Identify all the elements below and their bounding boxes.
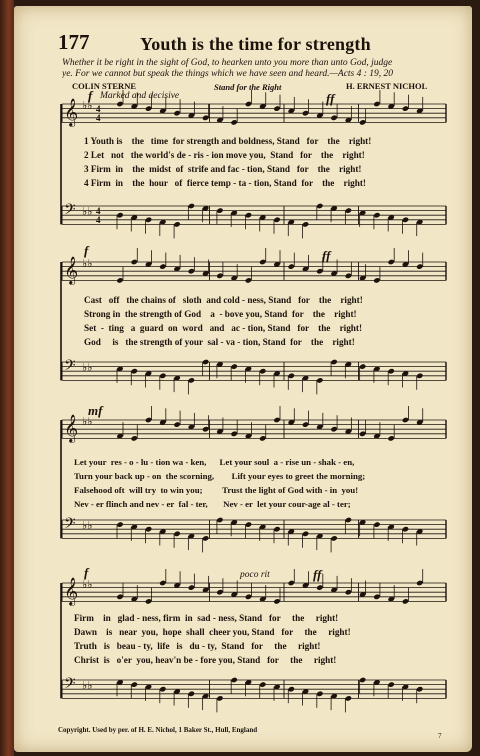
bass-clef: 𝄢 [64,515,76,536]
notehead [173,110,180,116]
notehead [145,417,152,423]
notehead [230,119,237,125]
notehead [359,119,366,125]
key-flat: ♭♭ [82,578,93,591]
notehead [345,589,352,595]
time-signature: 4 [96,206,101,216]
notehead [116,594,123,600]
notehead [402,526,409,532]
notehead [288,263,295,269]
notehead [159,373,166,379]
notehead [345,207,352,213]
notehead [202,115,209,121]
bass-clef: 𝄢 [64,201,76,222]
treble-clef: 𝄞 [64,256,79,284]
notehead [373,277,380,283]
notehead [159,686,166,692]
notehead [259,681,266,687]
notehead [145,598,152,604]
notehead [416,263,423,269]
time-signature: 4 [96,215,101,225]
key-flat: ♭♭ [82,205,93,218]
treble-clef: 𝄞 [64,414,79,442]
notehead [116,101,123,107]
notehead [273,217,280,223]
bass-clef: 𝄢 [64,357,76,378]
lyric-line: Set - ting a guard on word and ac - tion, Stand for the right! [84,323,363,333]
notehead [145,105,152,111]
notehead [402,105,409,111]
notehead [259,259,266,265]
notehead [330,426,337,432]
poco-rit-marking: poco rit [240,570,270,580]
notehead [116,212,123,218]
key-flat: ♭♭ [82,415,93,428]
key-flat: ♭♭ [82,99,93,112]
notehead [131,681,138,687]
notehead [245,277,252,283]
notehead [373,212,380,218]
bass-clef: 𝄢 [64,675,76,696]
lyric-line: 3 Firm in the midst of strife and fac - tion, Stand for the right! [84,164,362,174]
notehead [131,259,138,265]
notehead [402,417,409,423]
treble-clef: 𝄞 [64,98,79,126]
key-flat: ♭♭ [82,679,93,692]
notehead [273,598,280,604]
notehead [173,421,180,427]
key-flat: ♭♭ [82,361,93,374]
notehead [188,268,195,274]
notehead [259,368,266,374]
notehead [216,273,223,279]
lyric-line: Let your res - o - lu - tion wa - ken, Let your soul a - rise un - shak - en, [74,457,355,467]
notehead [316,691,323,697]
notehead [288,686,295,692]
notehead [216,517,223,523]
tune-name: Stand for the Right [214,82,282,92]
notehead [230,363,237,369]
dynamic-fortissimo: ff [322,248,331,263]
notehead [245,212,252,218]
notehead [245,101,252,107]
notehead [245,521,252,527]
notehead [359,431,366,437]
lyric-line: 2 Let not the world's de - ris - ion move you, Stand for the right! [84,150,365,160]
lyric-line: 1 Youth is the time for strength and boldness, Stand for the right! [84,136,372,146]
notehead [188,377,195,383]
notehead [273,417,280,423]
notehead [345,517,352,523]
notehead [230,431,237,437]
notehead [330,115,337,121]
notehead [373,521,380,527]
notehead [202,359,209,365]
notehead [173,531,180,537]
notehead [259,435,266,441]
notehead [216,207,223,213]
notehead [402,598,409,604]
notehead [288,580,295,586]
notehead [416,686,423,692]
notehead [173,221,180,227]
notehead [188,691,195,697]
notehead [288,373,295,379]
notehead [316,584,323,590]
lyric-line: Falsehood oft will try to win you; Trust the light of God with - in you! [74,485,359,495]
time-signature: 4 [96,113,101,123]
notehead [387,435,394,441]
notehead [387,368,394,374]
notehead [188,584,195,590]
treble-clef: 𝄞 [64,577,79,605]
notehead [359,677,366,683]
notehead [316,203,323,209]
notehead [416,580,423,586]
page-number: 7 [438,732,442,740]
author-credit: COLIN STERNE [72,81,137,91]
lyric-line: Strong in the strength of God a - bove you, Stand for the right! [84,309,357,319]
key-flat: ♭♭ [82,519,93,532]
notehead [302,531,309,537]
notehead [230,677,237,683]
copyright-notice: Copyright. Used by per. of H. E. Nichol, 1 Baker St., Hull, England [58,726,258,734]
notehead [145,526,152,532]
notehead [373,101,380,107]
notehead [402,217,409,223]
lyric-line: Cast off the chains of sloth and cold - ness, Stand for the right! [84,295,363,305]
dynamic-fortissimo: ff [326,91,335,106]
composer-credit: H. ERNEST NICHOL [346,81,428,91]
notehead [387,259,394,265]
dynamic-forte: f [88,88,93,103]
notehead [145,217,152,223]
hymn-number: 177 [58,30,90,54]
epigraph-line-1: Whether it be right in the sight of God, to hearken unto you more than unto God, judge [62,58,393,68]
lyric-line: 4 Firm in the hour of fierce temp - ta - tion, Stand for the right! [84,178,366,188]
notehead [273,526,280,532]
hymn-title: Youth is the time for strength [140,34,371,54]
notehead [302,110,309,116]
notehead [359,363,366,369]
lyric-line: Turn your back up - on the scorning, Lift your eyes to greet the morning; [74,471,366,481]
notehead [131,435,138,441]
dynamic-mezzo-forte: mf [88,403,103,418]
lyric-line: Nev - er flinch and nev - er fal - ter, Nev - er let your cour-age al - ter; [74,499,351,509]
notehead [116,277,123,283]
notehead [316,377,323,383]
lyric-line: Truth is beau - ty, life is du - ty, Stand for the right! [74,641,321,651]
notehead [373,594,380,600]
notehead [159,580,166,586]
notehead [116,521,123,527]
notehead [345,695,352,701]
lyric-line: Firm in glad - ness, firm in sad - ness, Stand for the right! [74,613,339,623]
notehead [416,373,423,379]
time-signature: 4 [96,104,101,114]
notehead [216,589,223,595]
notehead [216,695,223,701]
dynamic-fortissimo: ff [313,567,322,582]
notehead [302,421,309,427]
notehead [273,105,280,111]
notehead [131,368,138,374]
notehead [345,273,352,279]
dynamic-forte: f [84,243,89,258]
notehead [202,426,209,432]
notehead [330,535,337,541]
epigraph-line-2: ye. For we cannot but speak the things which we have seen and heard.—Acts 4 : 19, 20 [62,69,394,79]
notehead [302,221,309,227]
notehead [245,594,252,600]
tempo-marking: Marked and decisive [100,91,180,101]
notehead [330,359,337,365]
lyric-line: God is the strength of your sal - va - tion, Stand for the right! [84,337,355,347]
notehead [202,535,209,541]
notehead [316,268,323,274]
notehead [387,681,394,687]
notehead [188,203,195,209]
notehead [159,263,166,269]
key-flat: ♭♭ [82,257,93,270]
dynamic-forte: f [84,565,89,580]
lyric-line: Dawn is near you, hope shall cheer you, Stand for the right! [74,627,351,637]
lyric-line: Christ is o'er you, heav'n be - fore you, Stand for the right! [74,655,337,665]
